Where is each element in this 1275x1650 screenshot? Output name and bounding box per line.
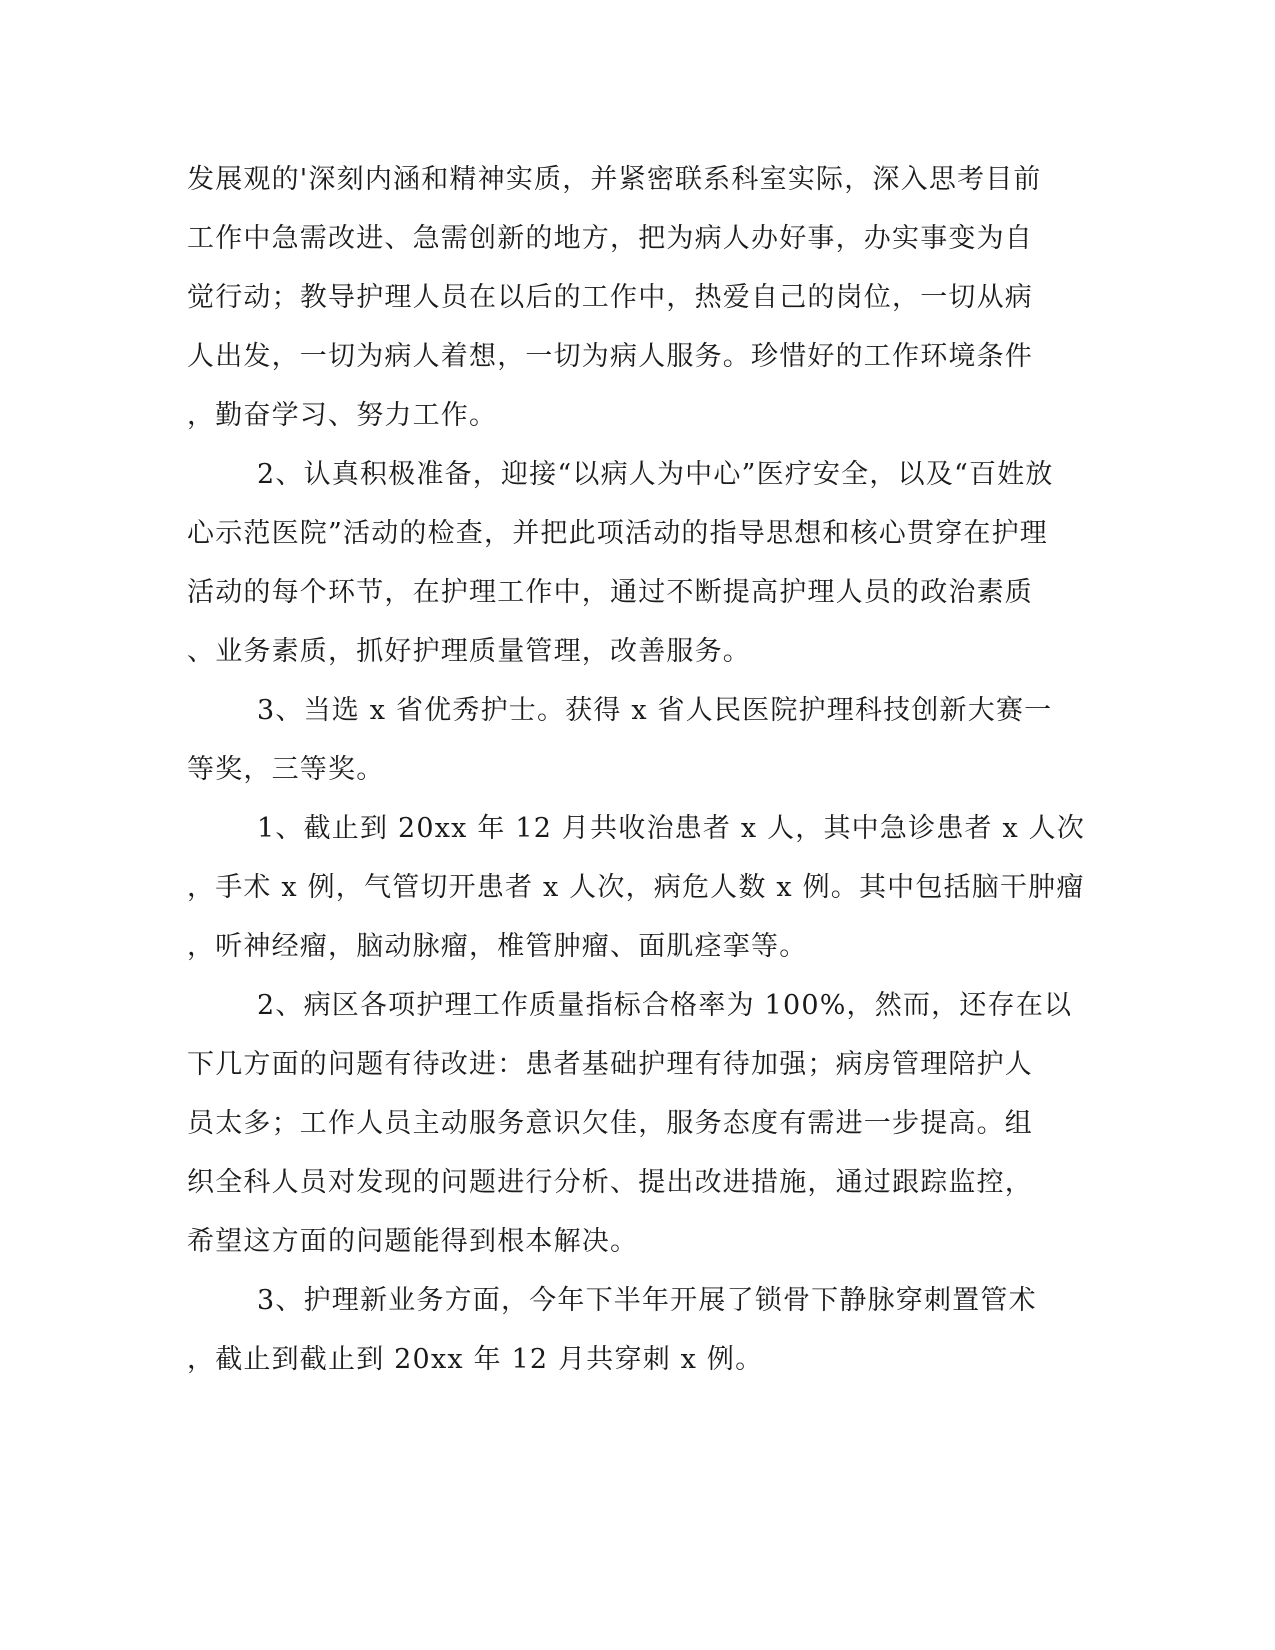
text-line: ，听神经瘤，脑动脉瘤，椎管肿瘤、面肌痉挛等。: [187, 931, 808, 962]
text-line: 3、当选 x 省优秀护士。获得 x 省人民医院护理科技创新大赛一: [257, 695, 1053, 726]
text-line: ，截止到截止到 20xx 年 12 月共穿刺 x 例。: [187, 1344, 764, 1375]
text-line: ，勤奋学习、努力工作。: [187, 400, 498, 431]
text-line: 工作中急需改进、急需创新的地方，把为病人办好事，办实事变为自: [187, 223, 1033, 254]
text-line: 人出发，一切为病人着想，一切为病人服务。珍惜好的工作环境条件: [187, 341, 1033, 372]
text-line: 心示范医院”活动的检查，并把此项活动的指导思想和核心贯穿在护理: [187, 518, 1049, 549]
text-line: 员太多；工作人员主动服务意识欠佳，服务态度有需进一步提高。组: [187, 1108, 1033, 1139]
text-line: 3、护理新业务方面，今年下半年开展了锁骨下静脉穿刺置管术: [257, 1285, 1037, 1316]
text-line: ，手术 x 例，气管切开患者 x 人次，病危人数 x 例。其中包括脑干肿瘤: [187, 872, 1085, 903]
text-line: 织全科人员对发现的问题进行分析、提出改进措施，通过跟踪监控，: [187, 1167, 1033, 1198]
text-line: 1、截止到 20xx 年 12 月共收治患者 x 人，其中急诊患者 x 人次: [257, 813, 1086, 844]
text-line: 、业务素质，抓好护理质量管理，改善服务。: [187, 636, 751, 667]
text-line: 希望这方面的问题能得到根本解决。: [187, 1226, 639, 1257]
text-line: 2、病区各项护理工作质量指标合格率为 100%，然而，还存在以: [257, 990, 1073, 1021]
text-line: 活动的每个环节，在护理工作中，通过不断提高护理人员的政治素质: [187, 577, 1033, 608]
text-line: 等奖，三等奖。: [187, 754, 385, 785]
text-line: 下几方面的问题有待改进：患者基础护理有待加强；病房管理陪护人: [187, 1049, 1033, 1080]
text-line: 发展观的'深刻内涵和精神实质，并紧密联系科室实际，深入思考目前: [187, 164, 1042, 195]
text-line: 觉行动；教导护理人员在以后的工作中，热爱自己的岗位，一切从病: [187, 282, 1033, 313]
text-line: 2、认真积极准备，迎接“以病人为中心”医疗安全，以及“百姓放: [257, 459, 1054, 490]
